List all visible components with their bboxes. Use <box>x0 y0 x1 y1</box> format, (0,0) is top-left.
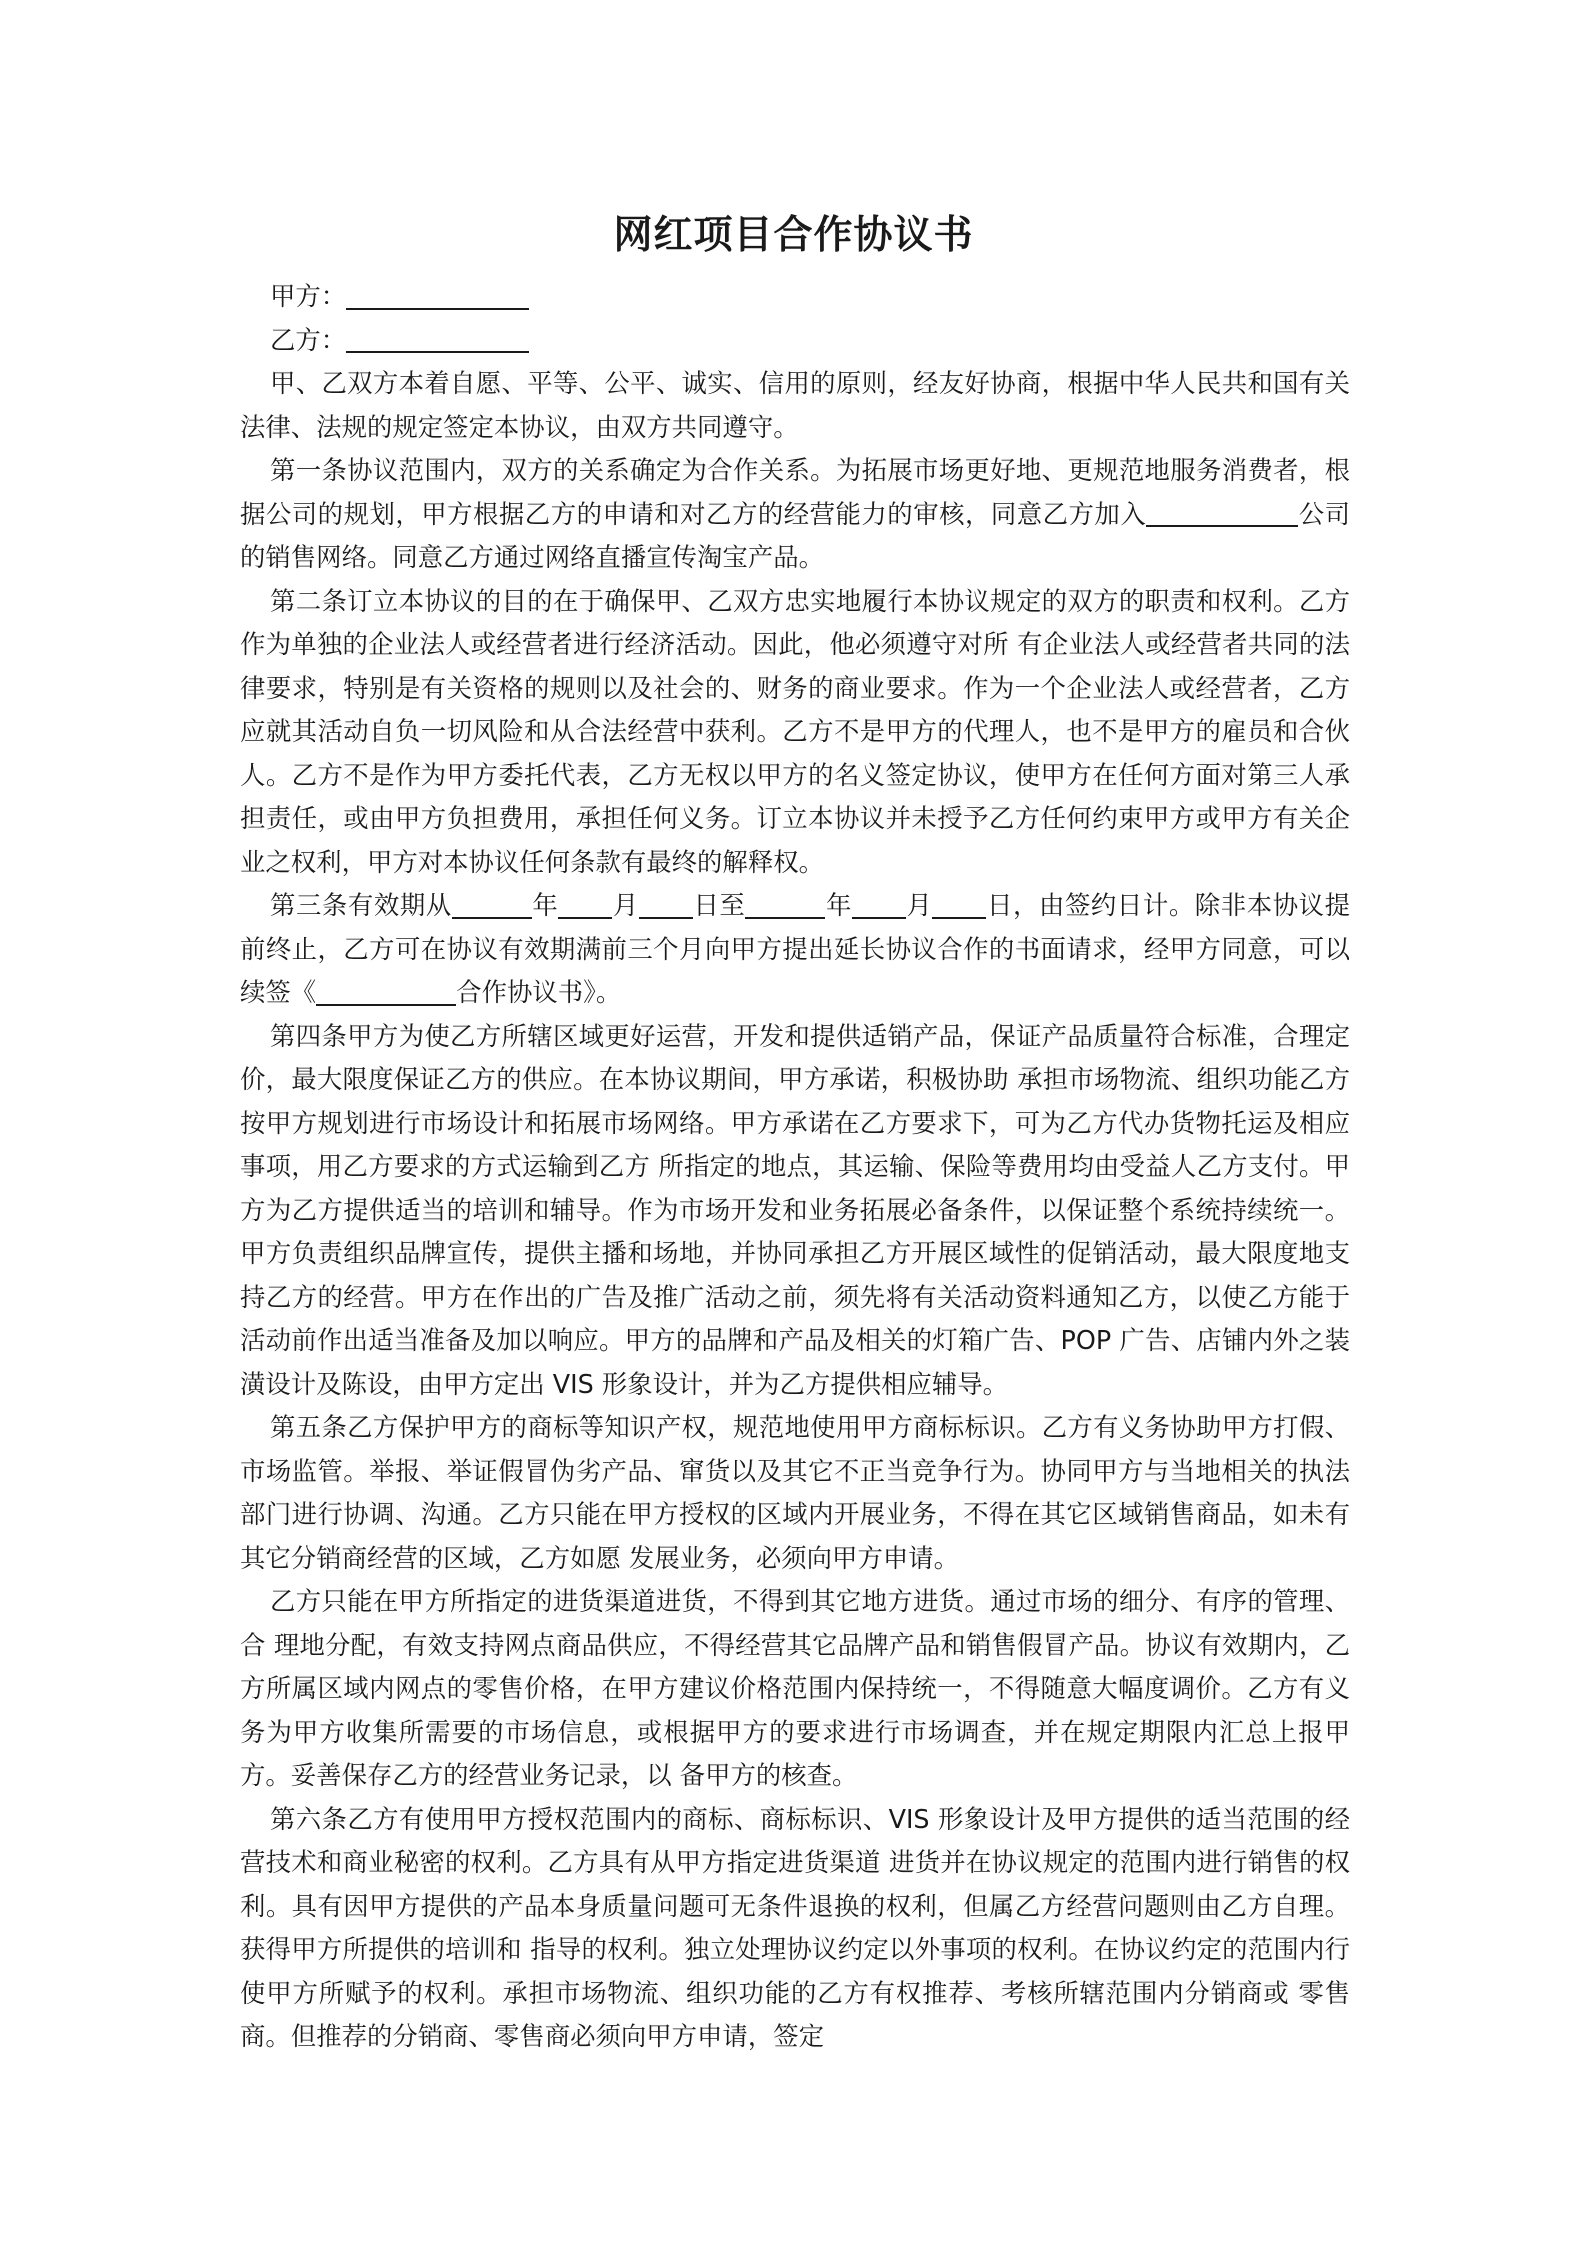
party-a-blank <box>346 281 529 310</box>
article-1-paragraph <box>240 449 1350 580</box>
document-body <box>240 275 1350 2059</box>
start-day-to-label: 日至 <box>692 890 746 920</box>
article-5-paragraph: 第五条乙方保护甲方的商标等知识产权，规范地使用甲方商标标识。乙方有义务协助甲方打假、市场监管。举报、举证假冒伪劣产品、窜货以及其它不正当竞争行为。协同甲方与当地相关的执法部门进行协调、沟通。乙方只能在甲方授权的区域内开展业务，不得在其它区域销售商品，如未有其它分销商经营的区域，乙方如愿 发展业务，必须向甲方申请。 <box>240 1412 1350 1573</box>
article-3-text-c: 合作协议书》。 <box>456 977 622 1007</box>
party-b-blank <box>346 324 529 353</box>
company-name-blank <box>1146 498 1298 527</box>
article-4-paragraph: 第四条甲方为使乙方所辖区域更好运营，开发和提供适销产品，保证产品质量符合标准，合理定价，最大限度保证乙方的供应。在本协议期间，甲方承诺，积极协助 承担市场物流、组织功能乙方按甲方规划进行市场设计和拓展市场网络。甲方承诺在乙方要求下，可为乙方代办货物托运及相应事项，用乙方要求的方式运输到乙方 所指定的地点，其运输、保险等费用均由受益人乙方支付。甲方为乙方提供适当的培训和辅导。作为市场开发和业务拓展必备条件，以保证整个系统持续统一。甲方负责组织品牌宣传，提供主播和场地，并协同承担乙方开展区域性的促销活动，最大限度地支持乙方的经营。甲方在作出的广告及推广活动之前，须先将有关活动资料通知乙方，以使乙方能于活动前作出适当准备及加以响应。甲方的品牌和产品及相关的灯箱广告、POP 广告、店铺内外之装潢设计及陈设，由甲方定出 VIS 形象设计，并为乙方提供相应辅导。 <box>240 1020 1350 1399</box>
article-1-text-a: 第一条协议范围内，双方的关系确定为合作关系。为拓展市场更好地、更规范地服务消费者，根据公司的规划，甲方根据乙方的申请和对乙方的经营能力的审核，同意乙方加入 <box>240 455 1350 529</box>
end-year-label: 年 <box>825 890 852 920</box>
end-year-blank <box>745 890 825 919</box>
article-3-text-b: 日，由签约日计。除非本协议提前终止，乙方可在协议有效期满前三个月向甲方提出延长协议合作的书面请求，经甲方同意，可以续签《 <box>240 890 1351 1007</box>
article-5-continuation-paragraph: 乙方只能在甲方所指定的进货渠道进货，不得到其它地方进货。通过市场的细分、有序的管理、合 理地分配，有效支持网点商品供应，不得经营其它品牌产品和销售假冒产品。协议有效期内，乙方所属区域内网点的零售价格，在甲方建议价格范围内保持统一，不得随意大幅度调价。乙方有义务为甲方收集所需要的市场信息，或根据甲方的要求进行市场调查，并在规定期限内汇总上报甲方。妥善保存乙方的经营业务记录，以 备甲方的核查。 <box>240 1586 1350 1790</box>
document-title: 网红项目合作协议书 <box>613 213 974 258</box>
party-b-label: 乙方： <box>270 324 347 355</box>
party-a-line <box>240 275 1350 319</box>
start-year-label: 年 <box>531 890 559 920</box>
preamble-paragraph: 甲、乙双方本着自愿、平等、公平、诚实、信用的原则，经友好协商，根据中华人民共和国有关法律、法规的规定签定本协议，由双方共同遵守。 <box>240 368 1350 442</box>
end-day-blank <box>932 890 986 919</box>
party-b-line <box>240 319 1350 363</box>
agreement-name-blank <box>316 977 456 1006</box>
start-month-blank <box>558 890 612 919</box>
article-3-text-a: 第三条有效期从 <box>270 890 452 920</box>
article-3-paragraph <box>240 884 1350 1015</box>
party-a-label: 甲方： <box>270 281 347 311</box>
end-month-label: 月 <box>905 890 933 920</box>
end-month-blank <box>852 890 906 919</box>
article-1-text-b: 公司的销售网络。同意乙方通过网络直播宣传淘宝产品。 <box>240 498 1351 572</box>
article-6-paragraph: 第六条乙方有使用甲方授权范围内的商标、商标标识、VIS 形象设计及甲方提供的适当范围的经营技术和商业秘密的权利。乙方具有从甲方指定进货渠道 进货并在协议规定的范围内进行销售的权利。具有因甲方提供的产品本身质量问题可无条件退换的权利，但属乙方经营问题则由乙方自理。获得甲方所提供的培训和 指导的权利。独立处理协议约定以外事项的权利。在协议约定的范围内行使甲方所赋予的权利。承担市场物流、组织功能的乙方有权推荐、考核所辖范围内分销商或 零售商。但推荐的分销商、零售商必须向甲方申请，签定 <box>240 1803 1350 2051</box>
start-day-blank <box>639 890 693 919</box>
start-month-label: 月 <box>612 890 639 920</box>
article-2-paragraph: 第二条订立本协议的目的在于确保甲、乙双方忠实地履行本协议规定的双方的职责和权利。乙方作为单独的企业法人或经营者进行经济活动。因此，他必须遵守对所 有企业法人或经营者共同的法律要求，特别是有关资格的规则以及社会的、财务的商业要求。作为一个企业法人或经营者，乙方应就其活动自负一切风险和从合法经营中获利。乙方不是甲方的代理人，也不是甲方的雇员和合伙人。乙方不是作为甲方委托代表，乙方无权以甲方的名义签定协议，使甲方在任何方面对第三人承担责任，或由甲方负担费用，承担任何义务。订立本协议并未授予乙方任何约束甲方或甲方有关企业之权利，甲方对本协议任何条款有最终的解释权。 <box>240 585 1350 877</box>
start-year-blank <box>452 890 532 919</box>
